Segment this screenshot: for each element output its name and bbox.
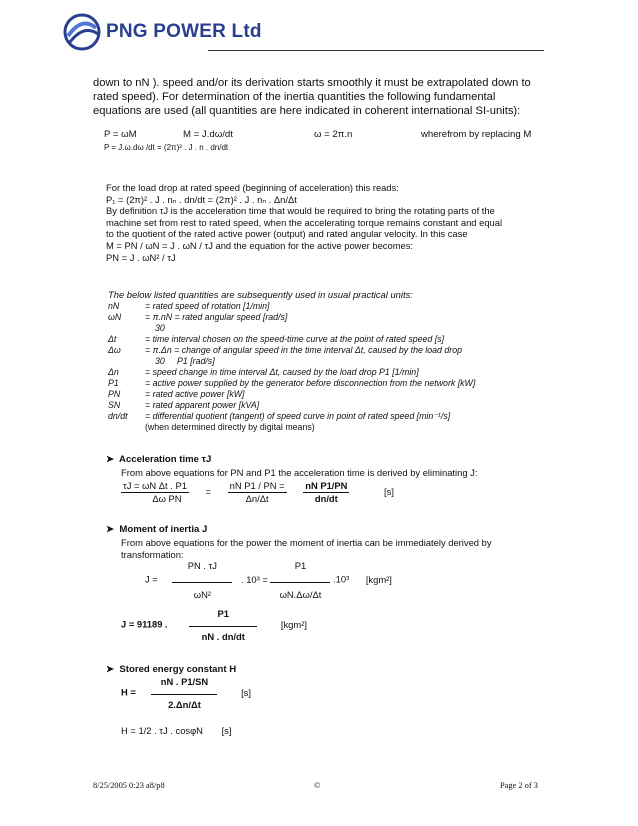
definition-row: dn/dt = differential quotient (tangent) of speed curve in point of rated speed [min⁻¹/s] (108, 411, 451, 421)
load-drop-line-2: P₁ = (2π)² . J . nₙ . dn/dt = (2π)² . J . nₙ . Δn/Δt (106, 193, 297, 205)
bullet-arrow-icon: ➤ (106, 664, 115, 675)
footer-page-number: Page 2 of 3 (500, 781, 538, 790)
definition-row: Δω = π.Δn = change of angular speed in the time interval Δt, caused by the load drop (108, 345, 462, 355)
header-rule (208, 50, 544, 51)
company-name: PNG POWER Ltd (106, 21, 262, 42)
definition-row: ωN = π.nN = rated angular speed [rad/s] (108, 312, 288, 322)
equation-torque: M = J.dω/dt (183, 129, 233, 140)
equation-combined: P = J.ω.dω /dt = (2π)² . J . n . dn/dt (104, 143, 229, 152)
definitions-list (108, 301, 548, 433)
energy-fraction: $\frac{nN . P1/SN}{2.\Delta n/\Delta t}$ (152, 676, 216, 710)
footer-copyright: © (314, 781, 321, 790)
equation-omega: ω = 2π.n (314, 129, 353, 140)
definition-row: PN = rated active power [kW] (108, 389, 245, 399)
bullet-arrow-icon: ➤ (106, 524, 115, 535)
acceleration-fraction-2: $\frac{\text{nN P1 / PN =}}{\Delta n/\Delta t}$ (229, 480, 285, 504)
definition-row: Δn = speed change in time interval Δt, caused by the load drop P1 [1/min] (108, 367, 419, 377)
definition-row: (when determined directly by digital means) (145, 422, 315, 432)
energy-formula: H = $\frac{nN . P1/SN}{2.\Delta n/\Delta t}$ [s] (121, 676, 251, 710)
load-drop-line-4: machine set from rest to rated speed, when the accelerating torque remains constant and equal (106, 216, 503, 228)
definitions-intro: The below listed quantities are subsequently used in usual practical units: (108, 289, 413, 300)
acceleration-fraction-3: $\frac{\text{nN P1/PN}}{dn/dt}$ (305, 480, 348, 504)
definition-row: 30 P1 [rad/s] (155, 356, 215, 366)
equation-power: P = ωM (104, 129, 137, 140)
load-drop-line-7: PN = J . ωN² / τJ (106, 251, 176, 263)
definition-row: P1 = active power supplied by the generator before disconnection from the network [kW] (108, 378, 476, 388)
equation-note: wherefrom by replacing M (421, 129, 532, 140)
acceleration-formula: $\frac{\text{τJ = ωN Δt . P1}}{\text{Δω PN}}$ = $\frac{\text{nN P1 / PN =}}{\Delta n/\Delta t}$ $\frac{\text{nN P1/PN}}{dn/dt}$ [s] (123, 480, 394, 504)
bullet-arrow-icon: ➤ (106, 454, 115, 465)
energy-heading: ➤ Stored energy constant H (106, 664, 237, 675)
moment-heading: ➤ Moment of inertia J (106, 524, 208, 535)
moment-formula-2: J = 91189 . $\frac{P1}{nN . dn/dt}$ [kgm²] (121, 608, 307, 642)
moment-formula: J = $\frac{PN . \tau J}{\text{ωN²}}$ . 10³ = $\frac{P1}{\omega N.\Delta\omega/\Delta t}$ .10³ [kgm²] (145, 560, 392, 600)
moment-fraction-3: $\frac{P1}{nN . dn/dt}$ (188, 608, 258, 642)
load-drop-line-1: For the load drop at rated speed (beginning of acceleration) this reads: (106, 182, 399, 193)
definition-row: SN = rated apparent power [kVA] (108, 400, 260, 410)
moment-text: From above equations for the power the moment of inertia can be immediately derived by transformation: (121, 537, 492, 560)
company-logo (62, 10, 262, 54)
footer-date: 8/25/2005 0:23 a8/p8 (93, 781, 165, 790)
moment-fraction-1: $\frac{PN . \tau J}{\text{ωN²}}$ (172, 560, 232, 600)
load-drop-line-5: to the quotient of the rated active power (output) and rated angular velocity. In this case (106, 228, 468, 240)
intro-paragraph: down to nN ). speed and/or its derivation starts smoothly it must be extrapolated down to rated speed). For determination of the inertia quantities the following fundamental equations are used (all quantities are here indicated in coherent international SI-units): (93, 77, 531, 117)
load-drop-line-6: M = PN / ωN = J . ωN / τJ and the equation for the active power becomes: (106, 239, 414, 251)
acceleration-text: From above equations for PN and P1 the acceleration time is derived by eliminating J: (121, 467, 478, 478)
energy-formula-2: H = 1/2 . τJ . cosφN [s] (121, 725, 232, 736)
moment-fraction-2: $\frac{P1}{\omega N.\Delta\omega/\Delta t}$ (270, 560, 330, 600)
load-drop-section (106, 182, 551, 263)
logo-swirl-icon (62, 12, 102, 52)
acceleration-fraction-1: $\frac{\text{τJ = ωN Δt . P1}}{\text{Δω PN}}$ (123, 480, 187, 504)
acceleration-heading: ➤ Acceleration time τJ (106, 454, 212, 465)
definition-row: Δt = time interval chosen on the speed-time curve at the point of rated speed [s] (108, 334, 445, 344)
definition-row: nN = rated speed of rotation [1/min] (108, 301, 270, 311)
load-drop-line-3: By definition τJ is the acceleration time that would be required to bring the rotating parts of the (106, 205, 495, 217)
definition-row: 30 (155, 323, 165, 333)
